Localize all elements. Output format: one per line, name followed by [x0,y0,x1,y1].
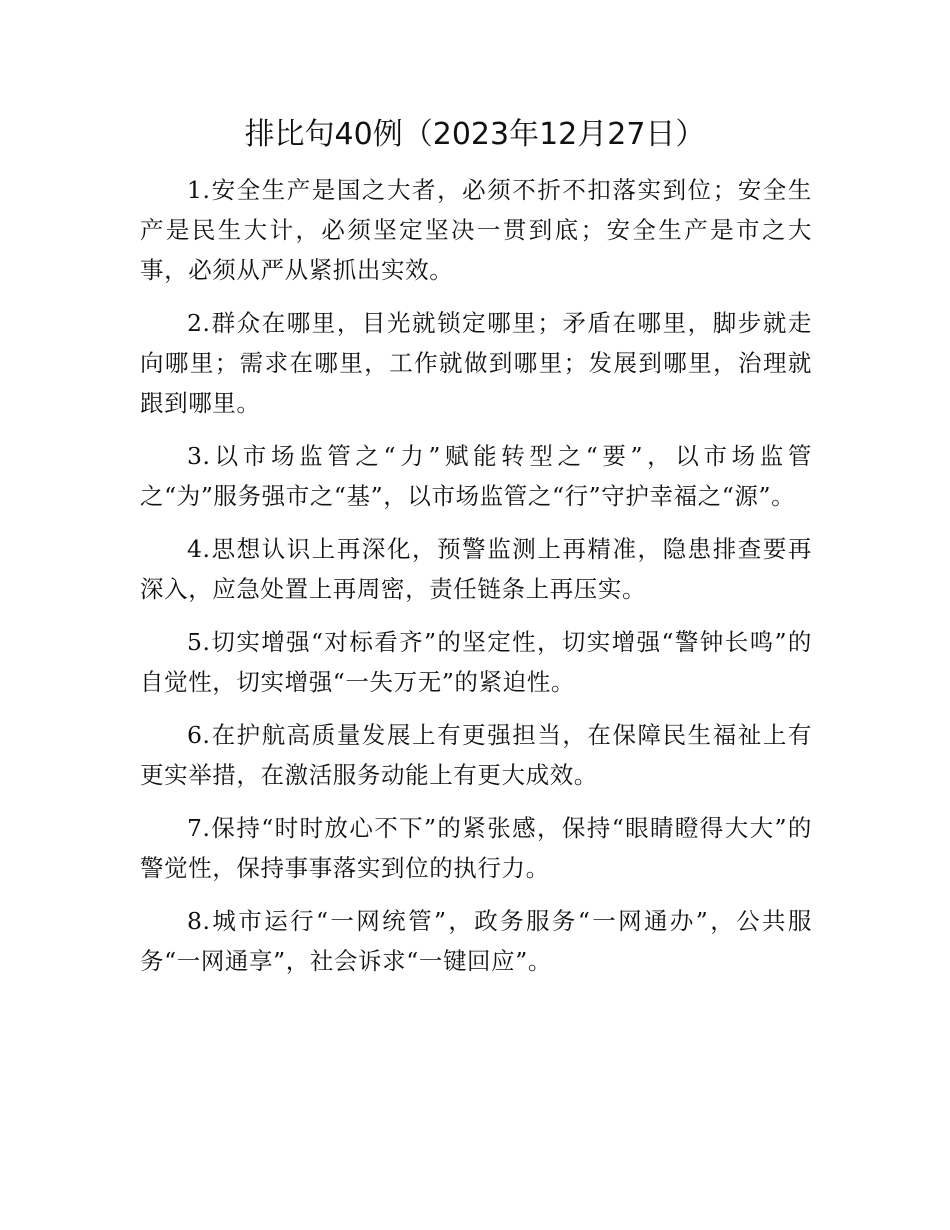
paragraph-5: 5.切实增强“对标看齐”的坚定性，切实增强“警钟长鸣”的自觉性，切实增强“一失万无”的紧迫性。 [140,628,812,696]
paragraph-7: 7.保持“时时放心不下”的紧张感，保持“眼睛瞪得大大”的警觉性，保持事事落实到位的执行力。 [140,814,812,882]
paragraph-8: 8.城市运行“一网统管”，政务服务“一网通办”，公共服务“一网通享”，社会诉求“一键回应”。 [140,907,812,975]
paragraph-2: 2.群众在哪里，目光就锁定哪里；矛盾在哪里，脚步就走向哪里；需求在哪里，工作就做到哪里；发展到哪里，治理就跟到哪里。 [140,309,812,417]
document-title: 排比句40例（2023年12月27日） [244,117,706,152]
paragraph-4: 4.思想认识上再深化，预警监测上再精准，隐患排查要再深入，应急处置上再周密，责任链条上再压实。 [140,535,812,603]
paragraph-3: 3.以市场监管之“力”赋能转型之“要”，以市场监管之“为”服务强市之“基”，以市场监管之“行”守护幸福之“源”。 [140,442,812,510]
paragraph-6: 6.在护航高质量发展上有更强担当，在保障民生福祉上有更实举措，在激活服务动能上有更大成效。 [140,721,812,789]
document-body [140,170,812,994]
paragraph-1: 1.安全生产是国之大者，必须不折不扣落实到位；安全生产是民生大计，必须坚定坚决一贯到底；安全生产是市之大事，必须从严从紧抓出实效。 [140,176,812,284]
